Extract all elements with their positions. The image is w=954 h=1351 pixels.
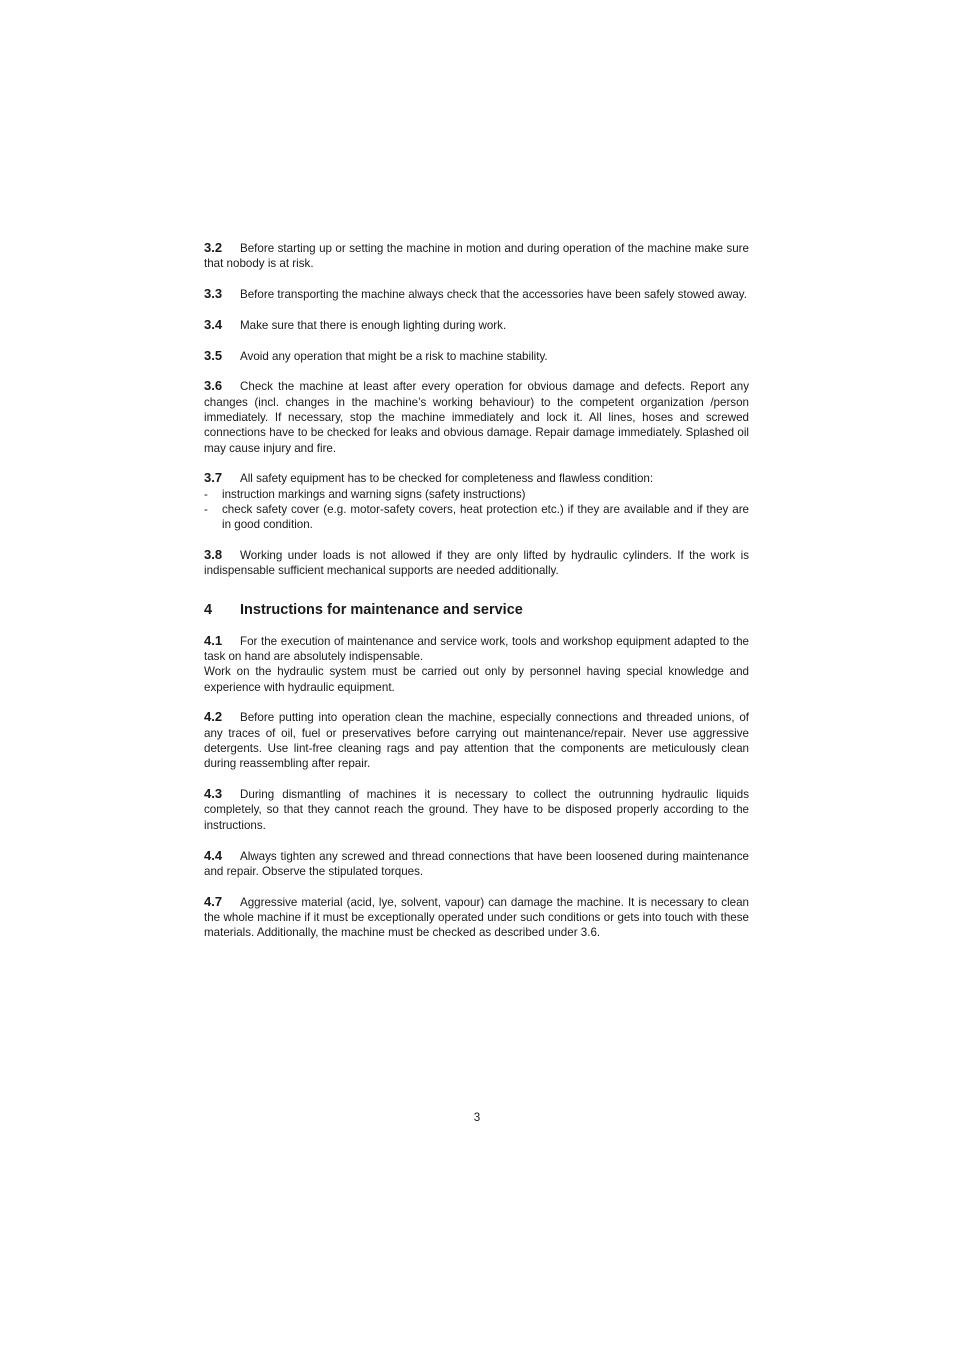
bullet-dash: - xyxy=(204,503,208,517)
section-number: 4.3 xyxy=(204,786,223,802)
bullet-dash: - xyxy=(204,487,208,501)
heading-title: Instructions for maintenance and service xyxy=(240,601,523,618)
section-number: 4.7 xyxy=(204,893,223,909)
section-number: 3.6 xyxy=(204,378,223,394)
section-text: Always tighten any screwed and thread connections that have been loosened during maintenance and repair. Observe the stipulated torques. xyxy=(204,849,749,878)
section-text: Make sure that there is enough lighting during work. xyxy=(240,318,507,332)
section-number: 4.4 xyxy=(204,847,223,863)
section-text: Avoid any operation that might be a risk to machine stability. xyxy=(240,349,548,363)
section-heading-4 xyxy=(204,601,749,619)
page-number: 3 xyxy=(473,1111,481,1124)
section-4-7 xyxy=(204,894,749,941)
section-3-6 xyxy=(204,378,749,455)
section-text: Aggressive material (acid, lye, solvent, vapour) can damage the machine. It is necessary to clean the whole machine if it must be exceptionally operated under such conditions or gets into touch with these materials. Additionally, the machine must be checked as described under 3.6. xyxy=(204,895,749,940)
section-number: 4.2 xyxy=(204,709,223,725)
list-item-text: instruction markings and warning signs (safety instructions) xyxy=(222,487,526,501)
section-text-continued: Work on the hydraulic system must be carried out only by personnel having special knowledge and experience with hydraulic equipment. xyxy=(204,665,749,694)
list-item xyxy=(204,487,749,502)
section-text: Before putting into operation clean the machine, especially connections and threaded unions, of any traces of oil, fuel or preservatives before carrying out maintenance/repair. Never use aggressive detergents. Use lint-free cleaning rags and pay attention that the components are meticulously clean during reassembling after repair. xyxy=(204,711,749,771)
section-4-2 xyxy=(204,709,749,771)
section-text: Before starting up or setting the machine in motion and during operation of the machine make sure that nobody is at risk. xyxy=(204,242,749,271)
section-number: 3.4 xyxy=(204,316,223,332)
section-text: All safety equipment has to be checked for completeness and flawless condition: xyxy=(240,472,654,486)
section-number: 3.2 xyxy=(204,240,223,255)
section-number: 3.7 xyxy=(204,470,223,486)
document-body xyxy=(204,240,749,955)
section-3-3 xyxy=(204,286,749,302)
section-3-8 xyxy=(204,547,749,579)
section-3-5 xyxy=(204,348,749,364)
section-3-7 xyxy=(204,470,749,532)
bullet-list xyxy=(204,487,749,533)
section-4-3 xyxy=(204,786,749,833)
section-number: 3.3 xyxy=(204,286,223,302)
section-text: During dismantling of machines it is necessary to collect the outrunning hydraulic liquids completely, so that they cannot reach the ground. They have to be disposed properly according to the instructions. xyxy=(204,788,749,832)
section-text: Check the machine at least after every operation for obvious damage and defects. Report any changes (incl. changes in the machine’s working behaviour) to the competent organization /person immediately. If necessary, stop the machine immediately and lock it. All lines, hoses and screwed connections have to be checked for leaks and obvious damage. Repair damage immediately. Splashed oil may cause injury and fire. xyxy=(204,380,749,455)
section-4-4 xyxy=(204,848,749,880)
section-3-2 xyxy=(204,240,749,272)
section-text: Before transporting the machine always check that the accessories have been safely stowed away. xyxy=(240,288,747,302)
section-number: 4.1 xyxy=(204,632,223,648)
section-4-1 xyxy=(204,633,749,695)
heading-number: 4 xyxy=(204,601,213,618)
section-number: 3.8 xyxy=(204,547,223,563)
section-text: For the execution of maintenance and service work, tools and workshop equipment adapted to the task on hand are absolutely indispensable. xyxy=(204,634,749,664)
section-3-4 xyxy=(204,317,749,333)
list-item-text: check safety cover (e.g. motor-safety covers, heat protection etc.) if they are available and if they are in good condition. xyxy=(222,503,749,532)
list-item xyxy=(204,502,749,533)
section-number: 3.5 xyxy=(204,347,223,363)
section-text: Working under loads is not allowed if they are only lifted by hydraulic cylinders. If the work is indispensable sufficient mechanical supports are needed additionally. xyxy=(204,549,749,578)
